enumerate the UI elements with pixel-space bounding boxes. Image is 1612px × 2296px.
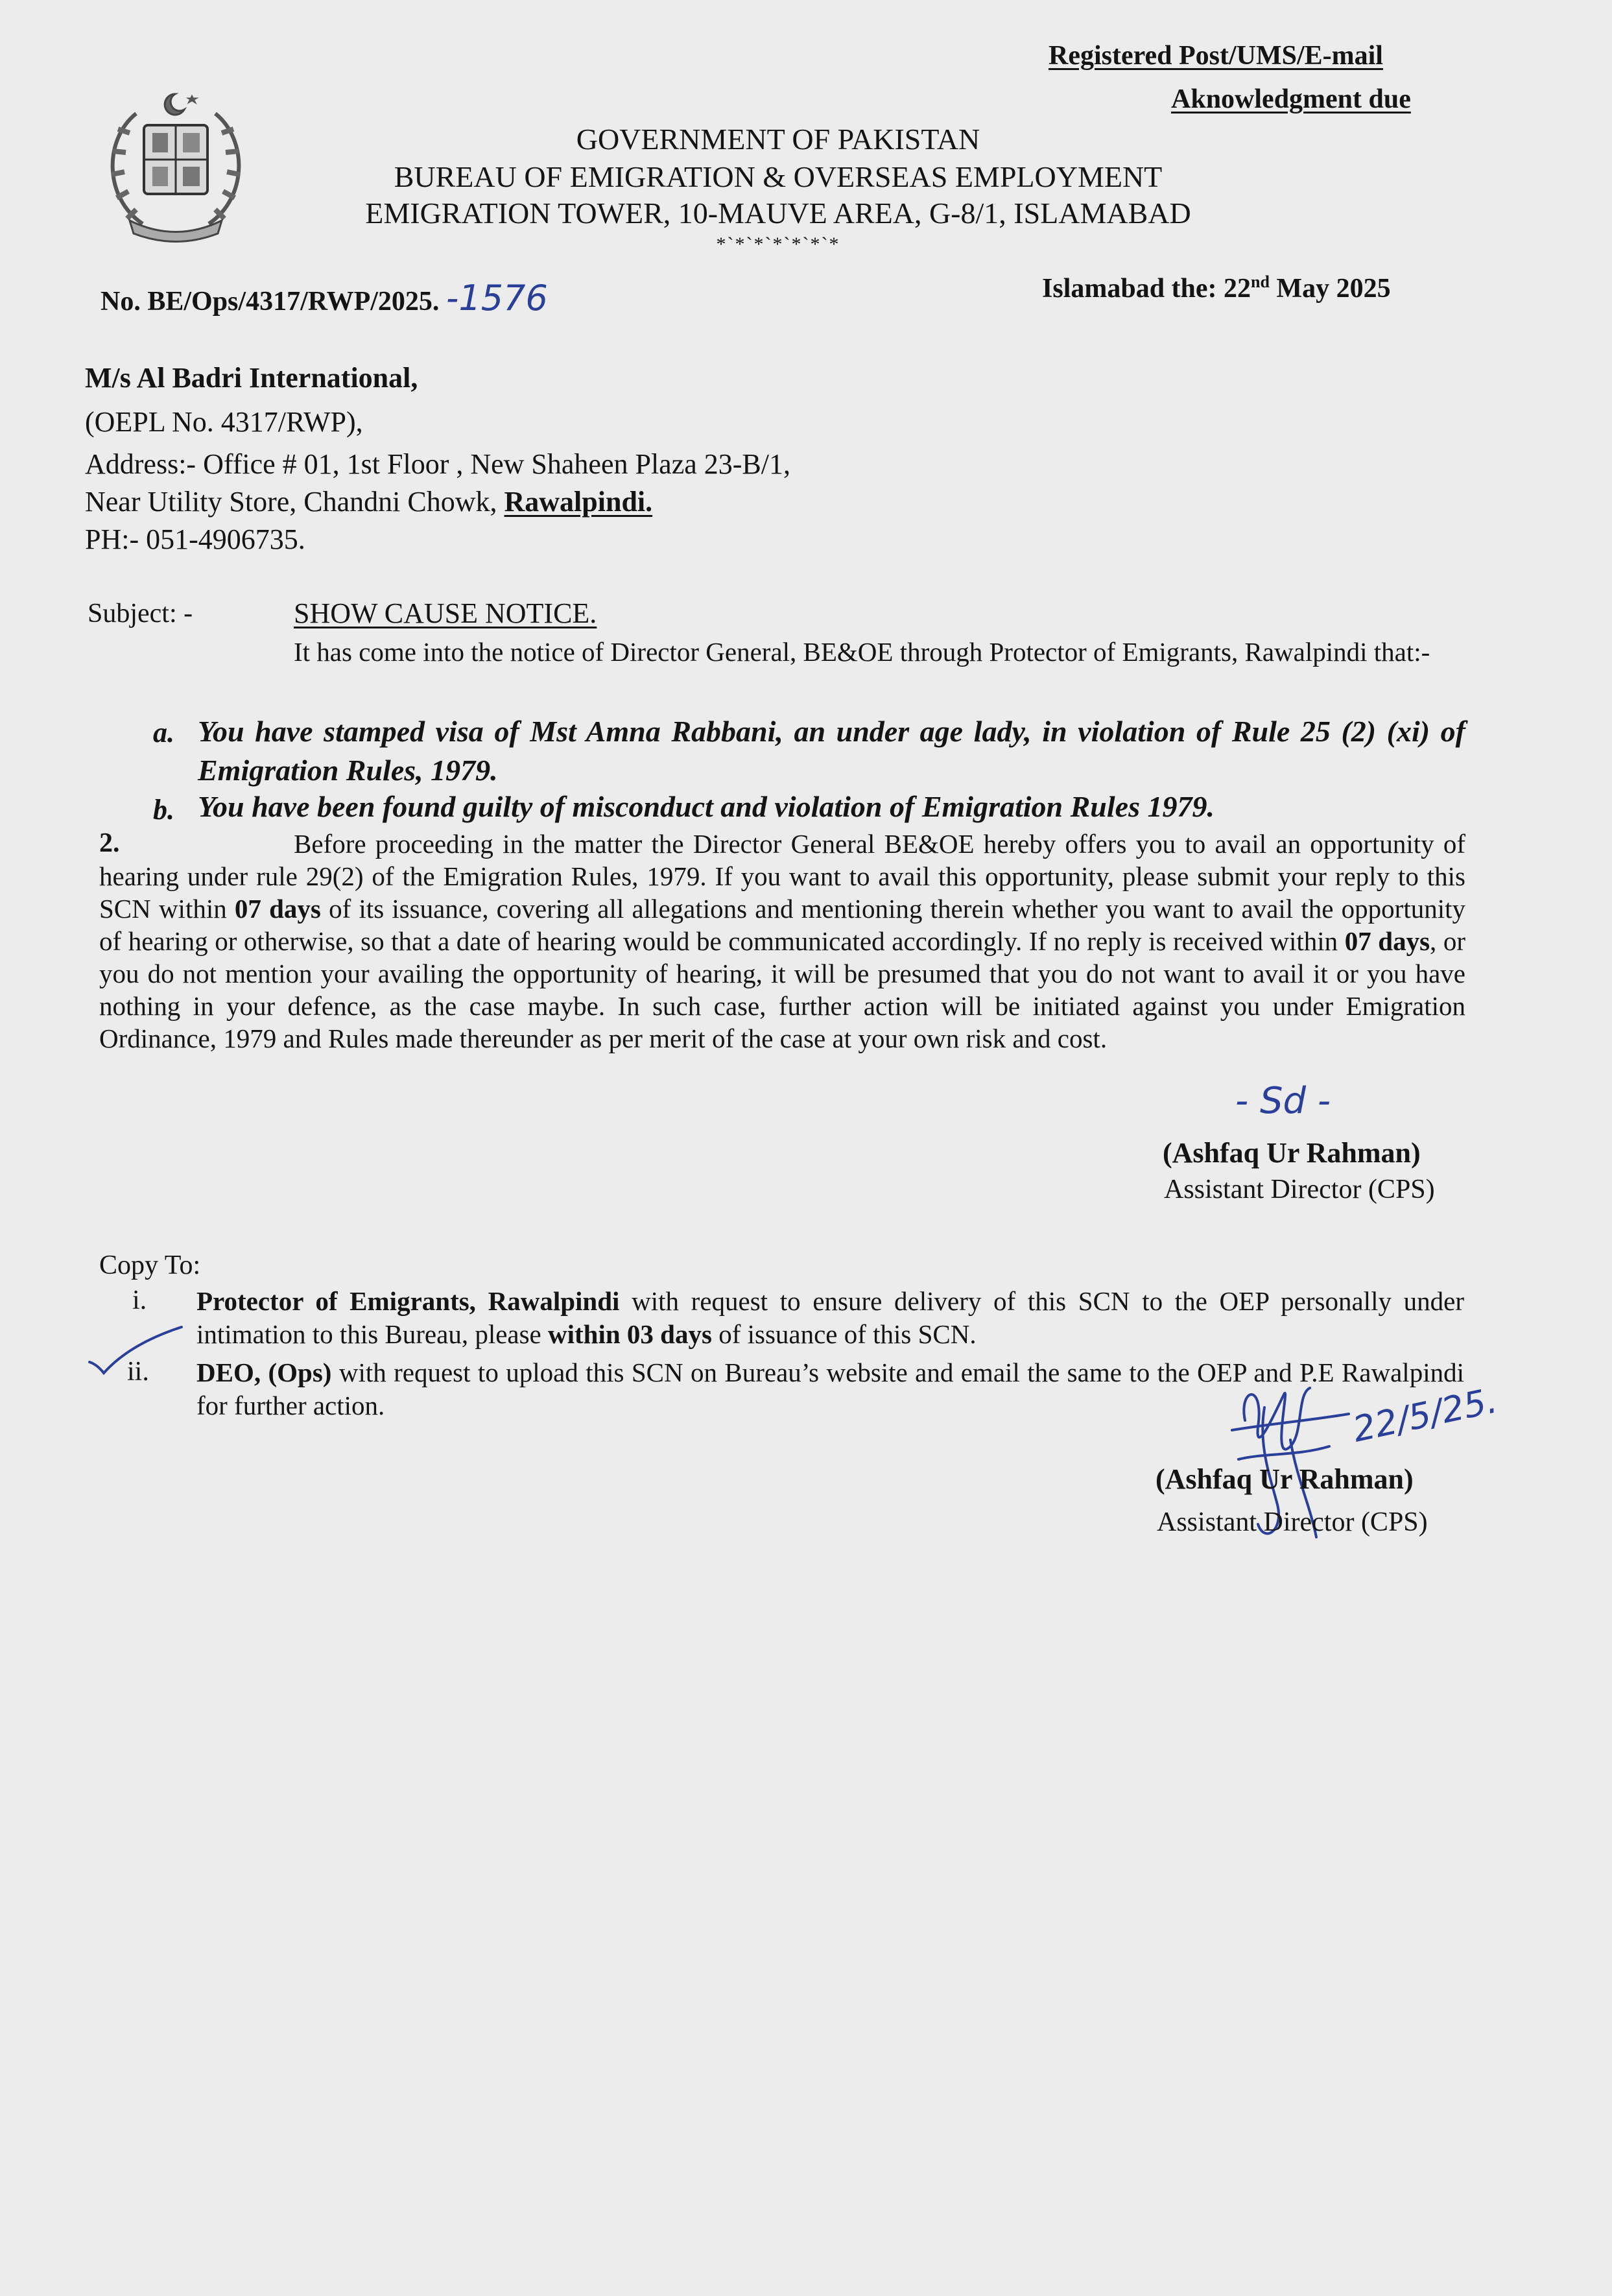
letterhead-address: EMIGRATION TOWER, 10-MAUVE AREA, G-8/1, ISLAMABAD — [365, 197, 1191, 230]
letter-date: Islamabad the: 22nd May 2025 — [1042, 272, 1391, 304]
handwritten-dispatch-number: -1576 — [445, 278, 548, 318]
copy-signatory-name: (Ashfaq Ur Rahman) — [1156, 1463, 1414, 1495]
handwritten-date: 22/5/25. — [1349, 1380, 1501, 1450]
allegation-item: You have been found guilty of misconduct and violation of Emigration Rules 1979. — [198, 790, 1215, 823]
addressee-license: (OEPL No. 4317/RWP), — [85, 406, 363, 438]
handwritten-sd-mark: - Sd - — [1235, 1080, 1331, 1122]
copy-to-item: Protector of Emigrants, Rawalpindi with request to ensure delivery of this SCN to the OEP personally under intimation to this Bureau, please within 03 days of issuance of this SCN. — [196, 1286, 1464, 1349]
reference-number — [101, 278, 548, 318]
subject-label: Subject: - — [88, 599, 193, 628]
copy-signatory-designation: Assistant Director (CPS) — [1157, 1507, 1428, 1537]
acknowledgment-note: Aknowledgment due — [1171, 84, 1411, 114]
allegation-marker: b. — [153, 794, 174, 826]
handwritten-tick-icon — [84, 1318, 188, 1376]
letterhead-government: GOVERNMENT OF PAKISTAN — [576, 123, 980, 156]
addressee-phone: PH:- 051-4906735. — [85, 523, 305, 555]
allegation-marker: a. — [153, 717, 174, 748]
hearing-paragraph: Before proceeding in the matter the Director General BE&OE hereby offers you to avail an opportunity of hearing under rule 29(2) of the Emigration Rules, 1979. If you want to avail this opportunity, please submit your reply to this SCN within 07 days of its issuance, covering all allegations and mentioning therein whether you want to avail the opportunity of hearing or otherwise, so that a date of hearing would be communicated accordingly. If no reply is received within 07 days, or you do not mention your availing the opportunity of hearing, it will be presumed that you do not want to avail it or you have nothing in your defence, as the case maybe. In such case, further action will be initiated against you under Emigration Ordinance, 1979 and Rules made thereunder as per merit of the case at your own risk and cost. — [99, 829, 1466, 1053]
allegation-item: You have stamped visa of Mst Amna Rabbani, an under age lady, in violation of Rule 25 (2) (xi) of Emigration Rules, 1979. — [198, 715, 1465, 787]
letterhead-bureau: BUREAU OF EMIGRATION & OVERSEAS EMPLOYMENT — [394, 160, 1163, 193]
addressee-name: M/s Al Badri International, — [85, 362, 418, 394]
addressee-address-line-2: Near Utility Store, Chandni Chowk, Rawalpindi. — [85, 486, 653, 518]
dispatch-mode: Registered Post/UMS/E-mail — [1049, 41, 1383, 71]
copy-to-marker: i. — [132, 1286, 147, 1315]
copy-to-heading: Copy To: — [99, 1250, 201, 1280]
subject-title: SHOW CAUSE NOTICE. — [294, 597, 597, 629]
paragraph-number: 2. — [99, 828, 120, 858]
signatory-designation: Assistant Director (CPS) — [1164, 1175, 1435, 1204]
copy-to-marker: ii. — [127, 1357, 149, 1387]
letterhead-ornament: *`*`*`*`*`*`* — [716, 233, 840, 255]
intro-paragraph: It has come into the notice of Director General, BE&OE through Protector of Emigrants, Rawalpindi that:- — [294, 637, 1430, 667]
reference-text: No. BE/Ops/4317/RWP/2025. — [101, 287, 440, 317]
addressee-city: Rawalpindi. — [504, 486, 653, 518]
copy-to-item: DEO, (Ops) with request to upload this SCN on Bureau’s website and email the same to the OEP and P.E Rawalpindi for further action. — [196, 1357, 1464, 1420]
signatory-name: (Ashfaq Ur Rahman) — [1163, 1137, 1421, 1169]
addressee-address-line-1: Address:- Office # 01, 1st Floor , New Shaheen Plaza 23-B/1, — [85, 448, 790, 480]
